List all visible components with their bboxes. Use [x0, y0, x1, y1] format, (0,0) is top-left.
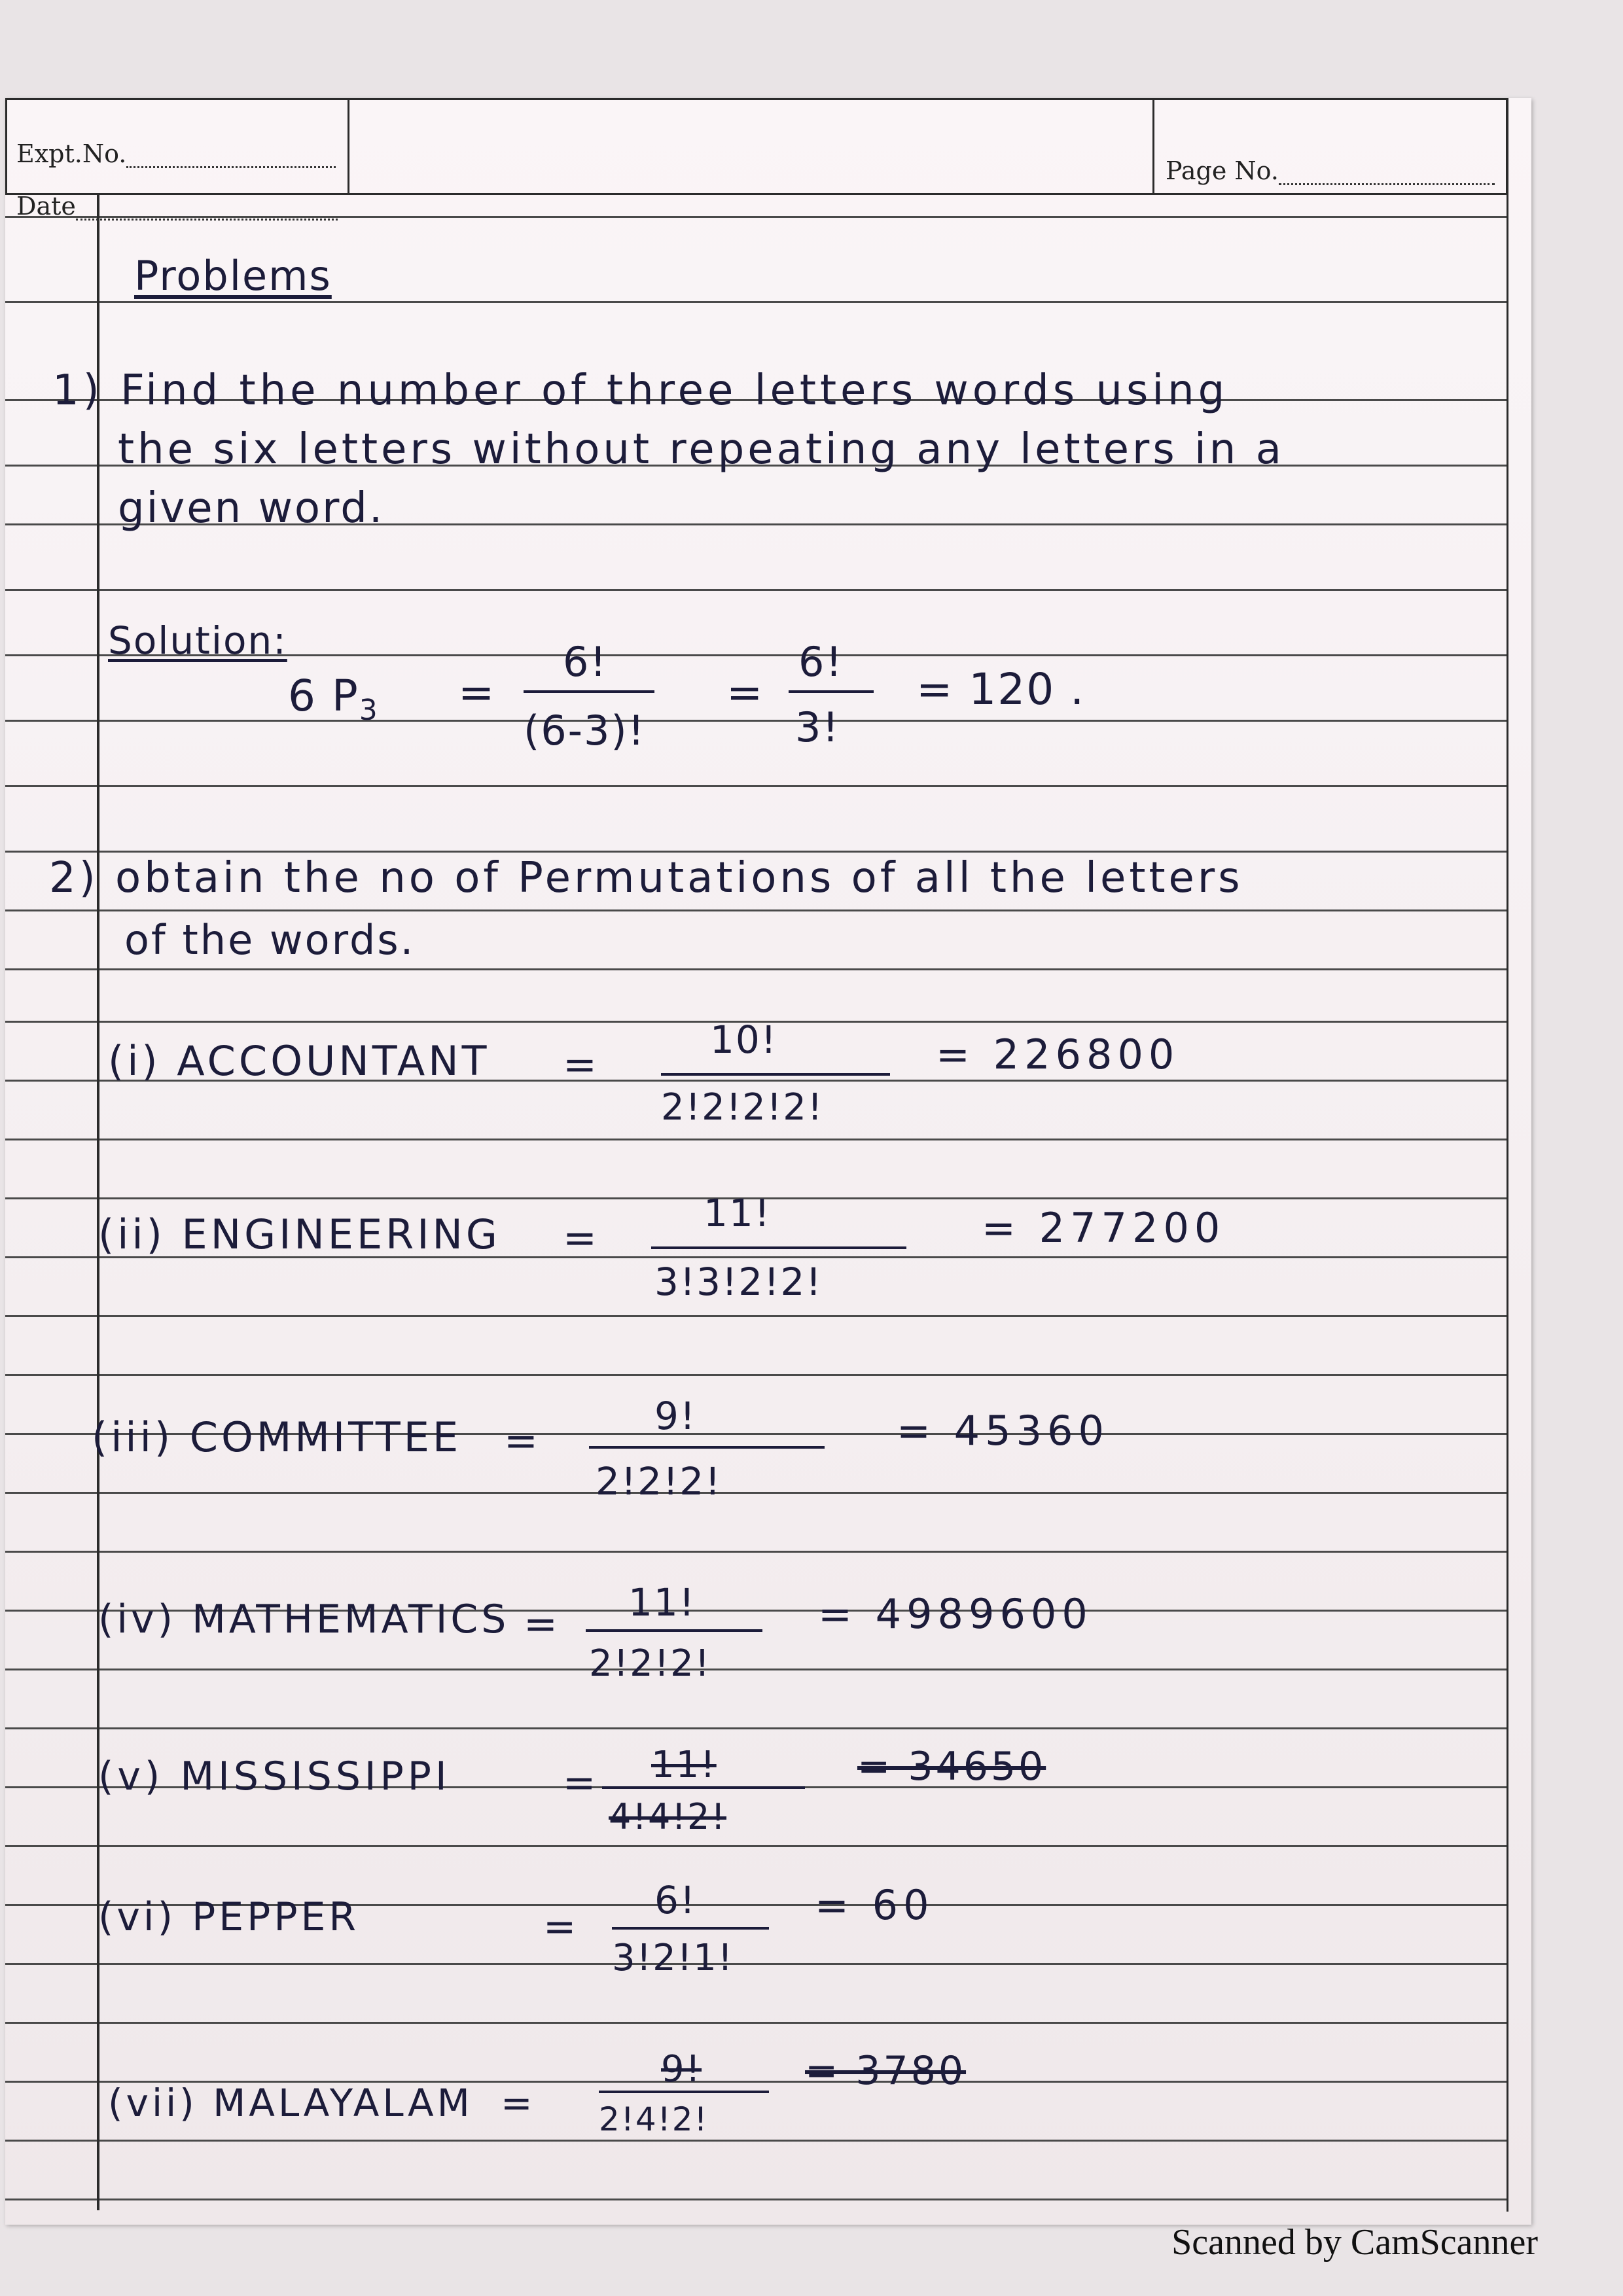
result-value: = 60	[815, 1881, 935, 1929]
fraction-numerator: 10!	[710, 1017, 778, 1062]
page-heading: Problems	[134, 252, 332, 300]
fraction-bar	[524, 690, 654, 693]
fraction-denominator: 2!2!2!	[589, 1642, 711, 1685]
word-label: (iv) MATHEMATICS	[98, 1597, 510, 1642]
equals-sign: =	[543, 1904, 578, 1950]
header-divider	[348, 100, 349, 193]
page-edge	[1507, 98, 1508, 2212]
equals-sign: =	[501, 2081, 534, 2125]
problem1-line1: 1) Find the number of three letters words using	[52, 366, 1229, 415]
fraction-numerator: 6!	[654, 1878, 697, 1922]
fraction-bar	[586, 1629, 762, 1632]
equals-sign: =	[726, 667, 764, 718]
fraction-bar	[599, 2091, 769, 2093]
page-no-label: Page No.	[1166, 156, 1279, 185]
fraction-denominator: 4!4!2!	[609, 1796, 727, 1837]
fraction-denominator: 2!2!2!2!	[661, 1086, 824, 1129]
word-label: (v) MISSISSIPPI	[98, 1754, 451, 1799]
word-label: (vi) PEPPER	[98, 1894, 360, 1940]
equals-sign: =	[563, 1040, 598, 1088]
word-label: (vii) MALAYALAM	[108, 2081, 473, 2125]
npr-subscript: 3	[359, 694, 379, 728]
fraction-denominator: 3!	[795, 703, 840, 751]
problem2-line2: of the words.	[124, 916, 416, 964]
header-divider	[1152, 100, 1154, 193]
date-label: Date	[16, 192, 76, 221]
fraction-numerator: 11!	[628, 1580, 696, 1625]
word-label: (ii) ENGINEERING	[98, 1210, 501, 1258]
fraction-denominator: (6-3)!	[524, 707, 646, 754]
word-label: (iii) COMMITTEE	[92, 1413, 462, 1461]
fraction-numerator: 11!	[651, 1744, 717, 1786]
fraction-bar	[789, 690, 874, 693]
fraction-numerator: 6!	[563, 638, 608, 686]
problem1-line3: given word.	[118, 484, 385, 533]
fraction-bar	[602, 1786, 805, 1789]
expt-no-label: Expt.No.	[16, 139, 127, 168]
fraction-bar	[612, 1927, 769, 1930]
fraction-bar	[651, 1246, 906, 1249]
result-value: = 45360	[897, 1407, 1109, 1455]
fraction-numerator: 11!	[704, 1191, 772, 1235]
fraction-denominator: 3!3!2!2!	[654, 1260, 823, 1304]
result-value: = 120 .	[916, 664, 1086, 715]
result-value: = 277200	[982, 1204, 1226, 1252]
fraction-bar	[589, 1446, 825, 1449]
page-header-box	[5, 98, 1508, 221]
fraction-denominator: 2!4!2!	[599, 2100, 709, 2138]
problem1-line2: the six letters without repeating any letters in a	[118, 425, 1285, 474]
scanner-watermark: Scanned by CamScanner	[1171, 2222, 1538, 2263]
fraction-denominator: 2!2!2!	[596, 1459, 722, 1504]
result-value: = 3780	[805, 2048, 967, 2094]
page-no-field	[1166, 156, 1495, 185]
problem2-line1: 2) obtain the no of Permutations of all the letters	[49, 854, 1243, 902]
fraction-numerator: 9!	[654, 1394, 697, 1438]
equals-sign: =	[524, 1600, 559, 1648]
fraction-denominator: 3!2!1!	[612, 1937, 734, 1979]
result-value: = 226800	[936, 1031, 1180, 1078]
equals-sign: =	[504, 1417, 539, 1464]
solution-label: Solution:	[108, 618, 287, 663]
fraction-numerator: 6!	[798, 638, 844, 686]
equals-sign: =	[458, 667, 496, 718]
result-value: = 34650	[857, 1744, 1046, 1790]
result-value: = 4989600	[818, 1590, 1093, 1638]
npr-expression	[288, 671, 379, 727]
fraction-bar	[661, 1073, 890, 1076]
equals-sign: =	[563, 1760, 597, 1806]
fraction-numerator: 9!	[661, 2048, 702, 2091]
equals-sign: =	[563, 1214, 598, 1262]
npr-base: 6 P	[288, 671, 359, 721]
expt-no-field	[16, 139, 336, 168]
word-label: (i) ACCOUNTANT	[108, 1037, 490, 1085]
